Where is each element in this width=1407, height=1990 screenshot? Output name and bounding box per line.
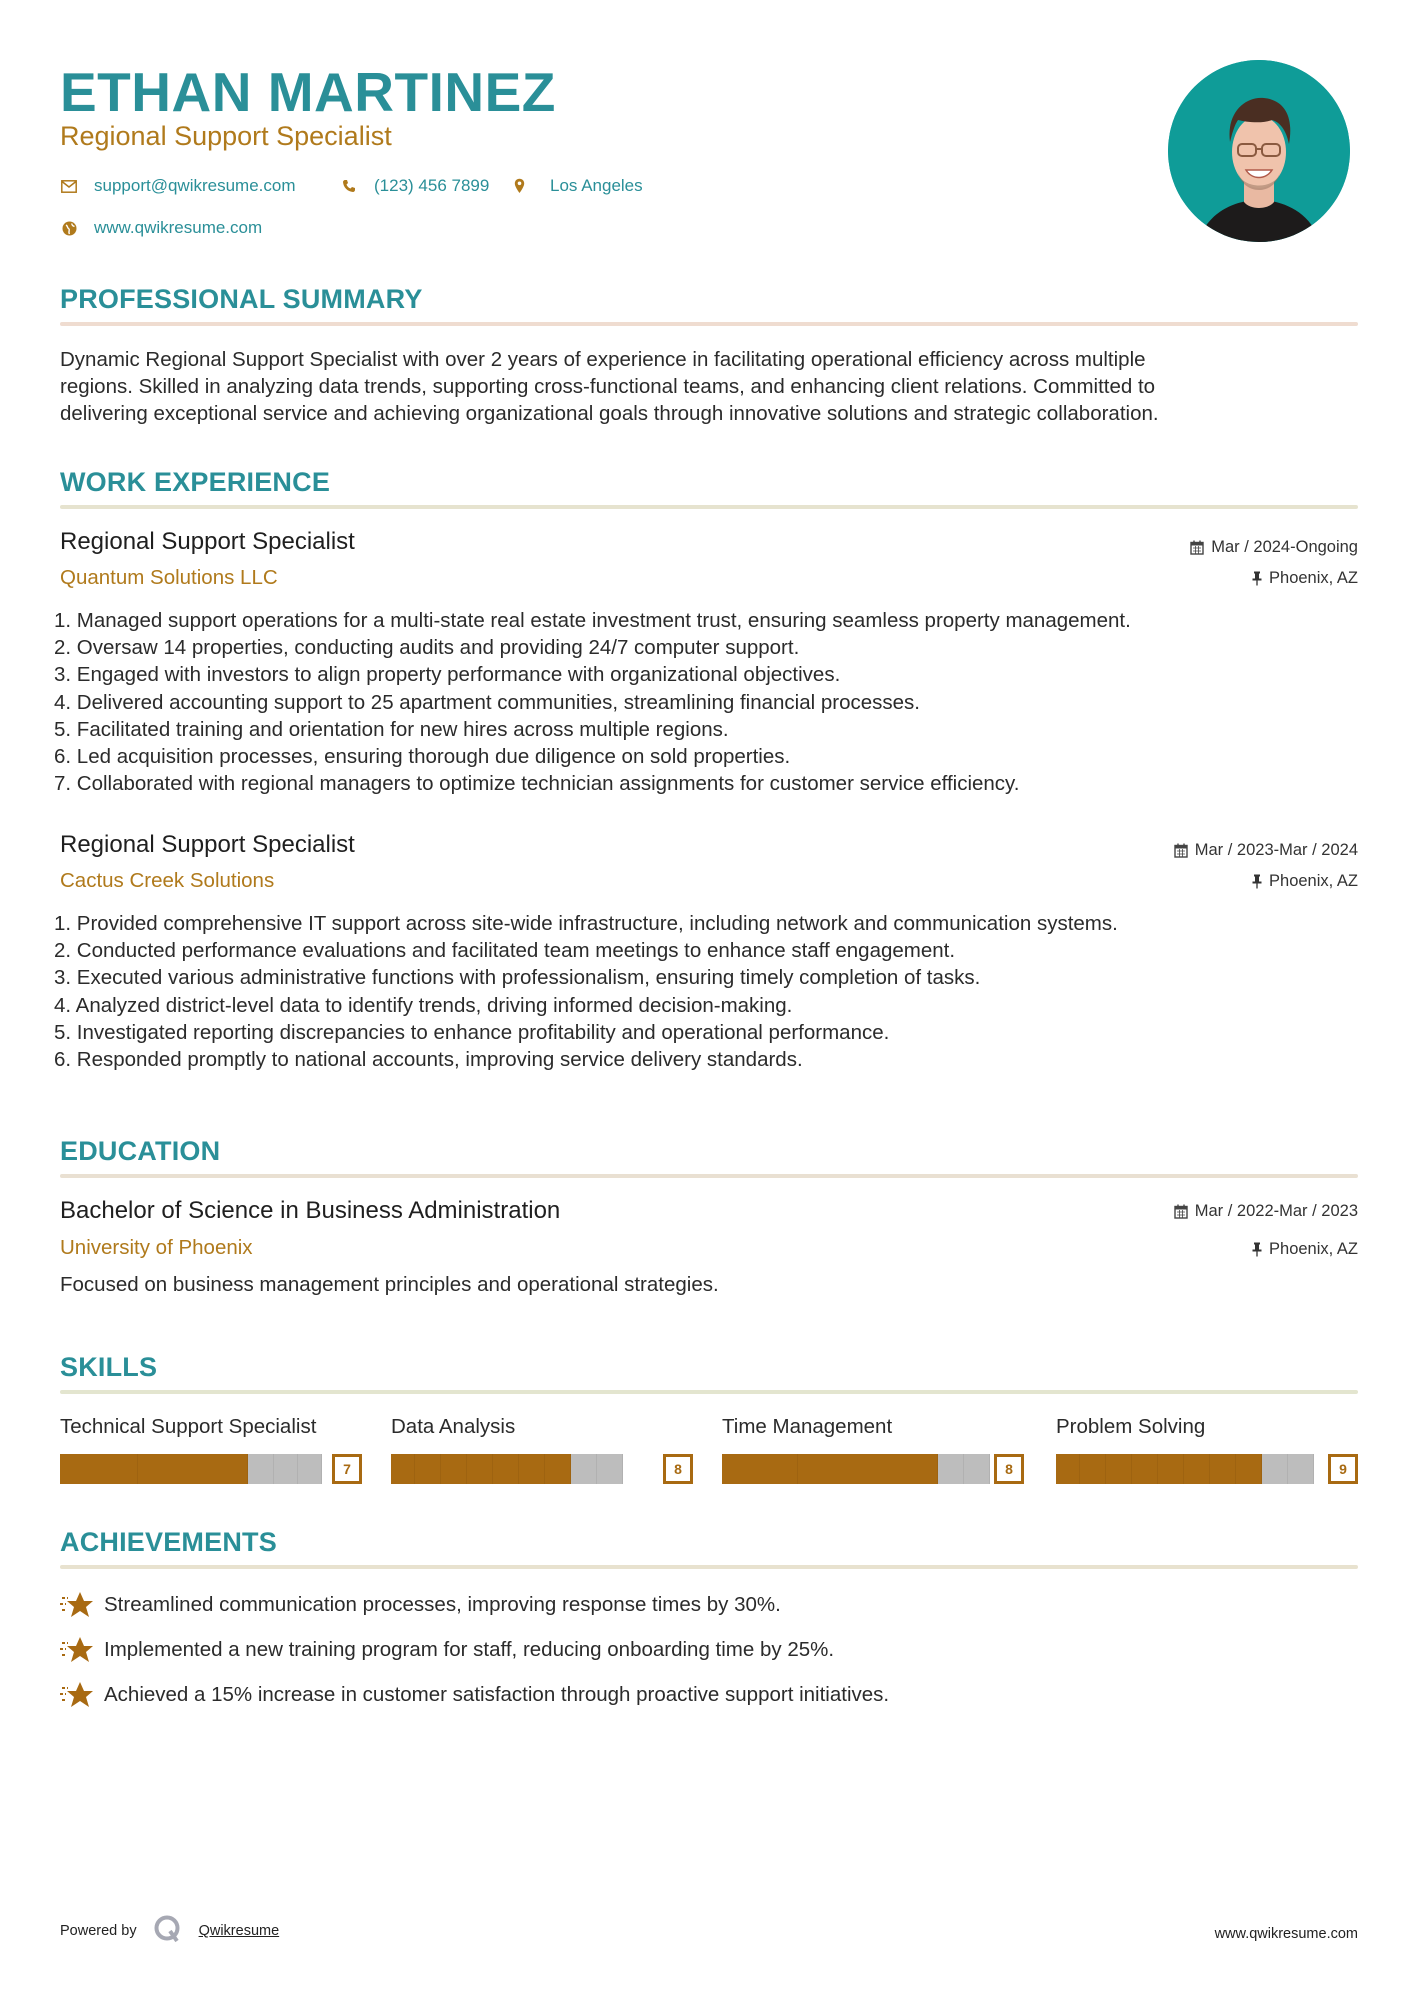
skill-label: Technical Support Specialist: [60, 1415, 317, 1438]
job-bullet: 1. Managed support operations for a multi-state real estate investment trust, ensuring seamless property management.: [54, 609, 1131, 632]
skill-level-badge: 8: [663, 1454, 693, 1484]
job-bullet: 5. Facilitated training and orientation for new hires across multiple regions.: [54, 717, 729, 741]
skill-label: Data Analysis: [391, 1415, 516, 1438]
company-name: Quantum Solutions LLC: [60, 566, 278, 589]
section-divider: [60, 505, 1358, 509]
skill-meter: [391, 1454, 693, 1484]
candidate-role: Regional Support Specialist: [60, 121, 392, 151]
contact-phone[interactable]: [340, 175, 489, 197]
section-heading-education: EDUCATION: [60, 1136, 221, 1166]
summary-text: [60, 346, 1360, 427]
profile-photo: [1168, 60, 1350, 242]
envelope-icon: [60, 177, 78, 195]
education-location: [1252, 1238, 1358, 1260]
education-location-text: Phoenix, AZ: [1269, 1240, 1358, 1258]
school-name: University of Phoenix: [60, 1236, 253, 1259]
section-heading-experience: WORK EXPERIENCE: [60, 467, 331, 497]
section-divider: [60, 322, 1358, 326]
section-heading-summary: PROFESSIONAL SUMMARY: [60, 284, 423, 314]
job-location: [1252, 567, 1358, 589]
location-text: Los Angeles: [550, 176, 643, 195]
achievement-text: Implemented a new training program for staff, reducing onboarding time by 25%.: [104, 1638, 835, 1661]
skill-item: [60, 1414, 362, 1484]
job-bullet: 5. Investigated reporting discrepancies to enhance profitability and operational performance.: [54, 1020, 890, 1044]
globe-icon: [60, 219, 78, 237]
skill-level-badge: 9: [1328, 1454, 1358, 1484]
education-description: Focused on business management principles and operational strategies.: [60, 1273, 719, 1296]
education-dates-text: Mar / 2022-Mar / 2023: [1194, 1202, 1358, 1220]
job-dates: [1174, 839, 1358, 861]
achievement-item: [60, 1680, 889, 1710]
achievement-text: Achieved a 15% increase in customer satisfaction through proactive support initiatives.: [104, 1683, 890, 1706]
job-bullet: 6. Led acquisition processes, ensuring thorough due diligence on sold properties.: [54, 745, 791, 769]
achievement-item: [60, 1590, 781, 1620]
contact-location: [510, 175, 643, 197]
job-dates-text: Mar / 2023-Mar / 2024: [1194, 841, 1358, 859]
section-heading-achievements: ACHIEVEMENTS: [60, 1527, 277, 1557]
contact-website[interactable]: [60, 217, 262, 239]
skill-label: Time Management: [722, 1415, 893, 1438]
phone-icon: [340, 177, 358, 195]
pushpin-icon: [1252, 1242, 1262, 1257]
skill-item: [722, 1414, 1024, 1484]
qwikresume-logo-icon: [153, 1914, 183, 1948]
skill-meter: [1056, 1454, 1358, 1484]
skill-level-badge: 7: [332, 1454, 362, 1484]
skill-meter: [60, 1454, 362, 1484]
summary-line: Dynamic Regional Support Specialist with over 2 years of experience in facilitating operational efficiency across multiple: [60, 348, 1146, 371]
job-dates-text: Mar / 2024-Ongoing: [1211, 538, 1358, 556]
job-bullet: 7. Collaborated with regional managers to optimize technician assignments for customer service efficiency.: [54, 772, 1020, 796]
company-name: Cactus Creek Solutions: [60, 869, 275, 892]
job-location-text: Phoenix, AZ: [1269, 569, 1358, 587]
pushpin-icon: [1252, 571, 1262, 586]
job-location-text: Phoenix, AZ: [1269, 872, 1358, 890]
education-dates: [1174, 1200, 1358, 1222]
section-divider: [60, 1565, 1358, 1569]
summary-line: delivering exceptional service and achieving organizational goals through innovative solutions and strategic collaboration.: [60, 402, 1159, 425]
job-bullet: 2. Oversaw 14 properties, conducting audits and providing 24/7 computer support.: [54, 636, 800, 660]
job-bullet: 1. Provided comprehensive IT support across site-wide infrastructure, including network and communication systems.: [54, 912, 1118, 935]
job-title: Regional Support Specialist: [60, 831, 355, 858]
job-bullets: [54, 910, 1374, 1073]
contact-email[interactable]: [60, 175, 296, 197]
map-pin-icon: [510, 177, 528, 195]
degree-title: Bachelor of Science in Business Administration: [60, 1197, 561, 1224]
website-text: www.qwikresume.com: [94, 218, 263, 237]
section-divider: [60, 1174, 1358, 1178]
job-bullet: 3. Executed various administrative functions with professionalism, ensuring timely completion of tasks.: [54, 966, 981, 990]
calendar-icon: [1174, 843, 1188, 858]
star-icon: [60, 1635, 94, 1665]
skill-label: Problem Solving: [1056, 1415, 1206, 1438]
star-icon: [60, 1590, 94, 1620]
candidate-name: ETHAN MARTINEZ: [60, 61, 556, 123]
qwikresume-link[interactable]: Qwikresume: [198, 1923, 280, 1939]
calendar-icon: [1190, 540, 1204, 555]
skill-item: [1056, 1414, 1358, 1484]
skill-item: [391, 1414, 693, 1484]
phone-text: (123) 456 7899: [374, 176, 490, 195]
skill-level-badge: 8: [994, 1454, 1024, 1484]
skill-meter: [722, 1454, 1024, 1484]
section-heading-skills: SKILLS: [60, 1352, 158, 1382]
section-divider: [60, 1390, 1358, 1394]
email-text: support@qwikresume.com: [94, 176, 296, 195]
footer-website[interactable]: www.qwikresume.com: [1214, 1926, 1358, 1942]
pushpin-icon: [1252, 874, 1262, 889]
job-bullet: 6. Responded promptly to national accounts, improving service delivery standards.: [54, 1048, 803, 1072]
job-bullet: 4. Delivered accounting support to 25 apartment communities, streamlining financial processes.: [54, 690, 920, 714]
job-bullet: 2. Conducted performance evaluations and facilitated team meetings to enhance staff engagement.: [54, 939, 956, 963]
achievement-text: Streamlined communication processes, improving response times by 30%.: [104, 1593, 781, 1616]
footer-powered-by: [60, 1914, 279, 1948]
job-dates: [1190, 536, 1358, 558]
summary-line: regions. Skilled in analyzing data trends, supporting cross-functional teams, and enhancing client relations. Committed to: [60, 375, 1156, 398]
job-title: Regional Support Specialist: [60, 528, 355, 555]
job-bullets: [54, 607, 1374, 797]
job-bullet: 4. Analyzed district-level data to identify trends, driving informed decision-making.: [54, 993, 793, 1017]
powered-by-label: Powered by: [60, 1923, 137, 1939]
job-location: [1252, 870, 1358, 892]
achievement-item: [60, 1635, 834, 1665]
job-bullet: 3. Engaged with investors to align property performance with organizational objectives.: [54, 663, 841, 687]
avatar-illustration: [1168, 60, 1350, 242]
star-icon: [60, 1680, 94, 1710]
calendar-icon: [1174, 1204, 1188, 1219]
